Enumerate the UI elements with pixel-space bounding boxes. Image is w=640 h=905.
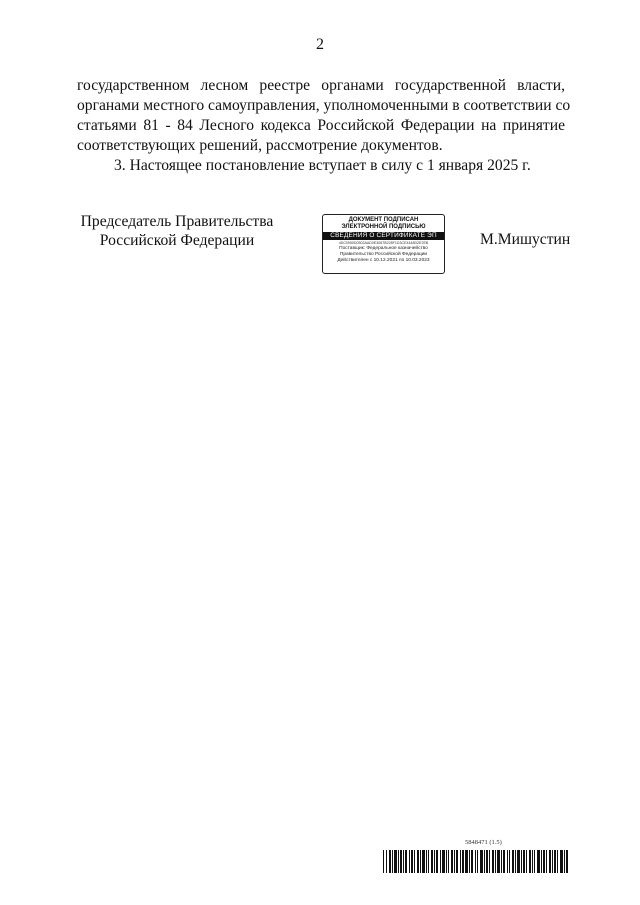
- page-number: 2: [316, 36, 324, 53]
- signatory-title-line-2: Российской Федерации: [99, 232, 255, 249]
- electronic-signature-stamp: [322, 214, 445, 274]
- text-line: соответствующих решений, рассмотрение документов.: [77, 137, 443, 154]
- stamp-heading: [323, 217, 444, 231]
- stamp-issuer-line-2: Правительство Российской Федерации: [339, 252, 428, 257]
- paragraph-effective-date: 3. Настоящее постановление вступает в силу с 1 января 2025 г.: [114, 157, 531, 174]
- stamp-validity: Действителен с 10.12.2021 по 10.03.2023: [337, 258, 430, 263]
- text-line: статьями 81 - 84 Лесного кодекса Российской Федерации на принятие: [77, 117, 565, 134]
- stamp-issuer-line-1: Поставщик: Федеральное казначейство: [339, 246, 428, 251]
- stamp-serial-number: 4DC0950D0502AAD0E3067B228F1D3CE4448D2E2EB: [338, 241, 429, 245]
- barcode-icon: [383, 850, 568, 873]
- text-line: органами местного самоуправления, уполномоченными в соответствии со: [77, 97, 571, 114]
- paragraph-continuation: [77, 76, 571, 156]
- stamp-heading-line-2: ЭЛЕКТРОННОЙ ПОДПИСЬЮ: [341, 224, 426, 230]
- signatory-title: [77, 212, 277, 250]
- text-line: государственном лесном реестре органами государственной власти,: [77, 77, 565, 94]
- signatory-name: М.Мишустин: [480, 231, 571, 248]
- document-body: [77, 76, 571, 176]
- stamp-heading-line-1: ДОКУМЕНТ ПОДПИСАН: [348, 217, 419, 223]
- stamp-certificate-band: СВЕДЕНИЯ О СЕРТИФИКАТЕ ЭП: [323, 232, 444, 240]
- signatory-title-line-1: Председатель Правительства: [80, 213, 274, 230]
- barcode-label: 5848471 (1.5): [465, 839, 502, 846]
